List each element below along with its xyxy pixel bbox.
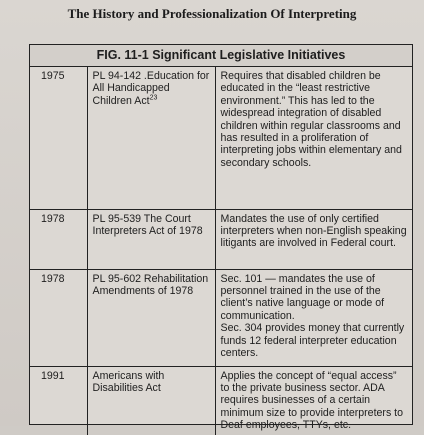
law-cell: PL 95-539 The Court Interpreters Act of 1978 xyxy=(87,209,215,269)
year-cell: 1978 xyxy=(30,209,87,269)
footnote-ref: 23 xyxy=(149,94,158,102)
year-cell: 1975 xyxy=(30,67,87,209)
description-cell xyxy=(215,269,412,366)
year-cell: 1978 xyxy=(30,269,87,366)
table-row xyxy=(30,209,412,269)
description-cell: Mandates the use of only certified interpreters when non-English speaking litigants are involved in Federal court. xyxy=(215,209,412,269)
table-row xyxy=(30,269,412,366)
running-head: The History and Professionalization Of Interpreting xyxy=(67,6,357,21)
description-paragraph: Sec. 101 — mandates the use of personnel trained in the use of the client’s native language or mode of communication. xyxy=(220,272,385,322)
description-paragraph: Sec. 304 provides money that currently funds 12 federal interpreter education centers. xyxy=(220,322,405,359)
figure-title: FIG. 11-1 Significant Legislative Initiatives xyxy=(30,45,412,67)
description-cell: Requires that disabled children be educated in the “least restrictive environment.” This has led to the widespread integration of disabled children within regular classrooms and has resulted in a proliferation of interpreting jobs within elementary and secondary schools. xyxy=(215,67,412,209)
legislation-grid xyxy=(30,67,412,435)
description-cell: Applies the concept of “equal access” to the private business sector. ADA requires businesses of a certain minimum size to provide interpreters to Deaf employees, TTYs, etc. xyxy=(220,369,404,432)
year-cell: 1991 xyxy=(30,366,87,435)
table-row xyxy=(30,366,412,435)
law-cell: PL 95-602 Rehabilitation Amendments of 1978 xyxy=(87,269,215,366)
law-cell: PL 94-142 .Education for All Handicapped Children Act$^{23}$ xyxy=(87,67,215,209)
table-row xyxy=(30,67,412,209)
legislation-table xyxy=(29,44,413,432)
law-cell: Americans with Disabilities Act xyxy=(87,366,215,435)
